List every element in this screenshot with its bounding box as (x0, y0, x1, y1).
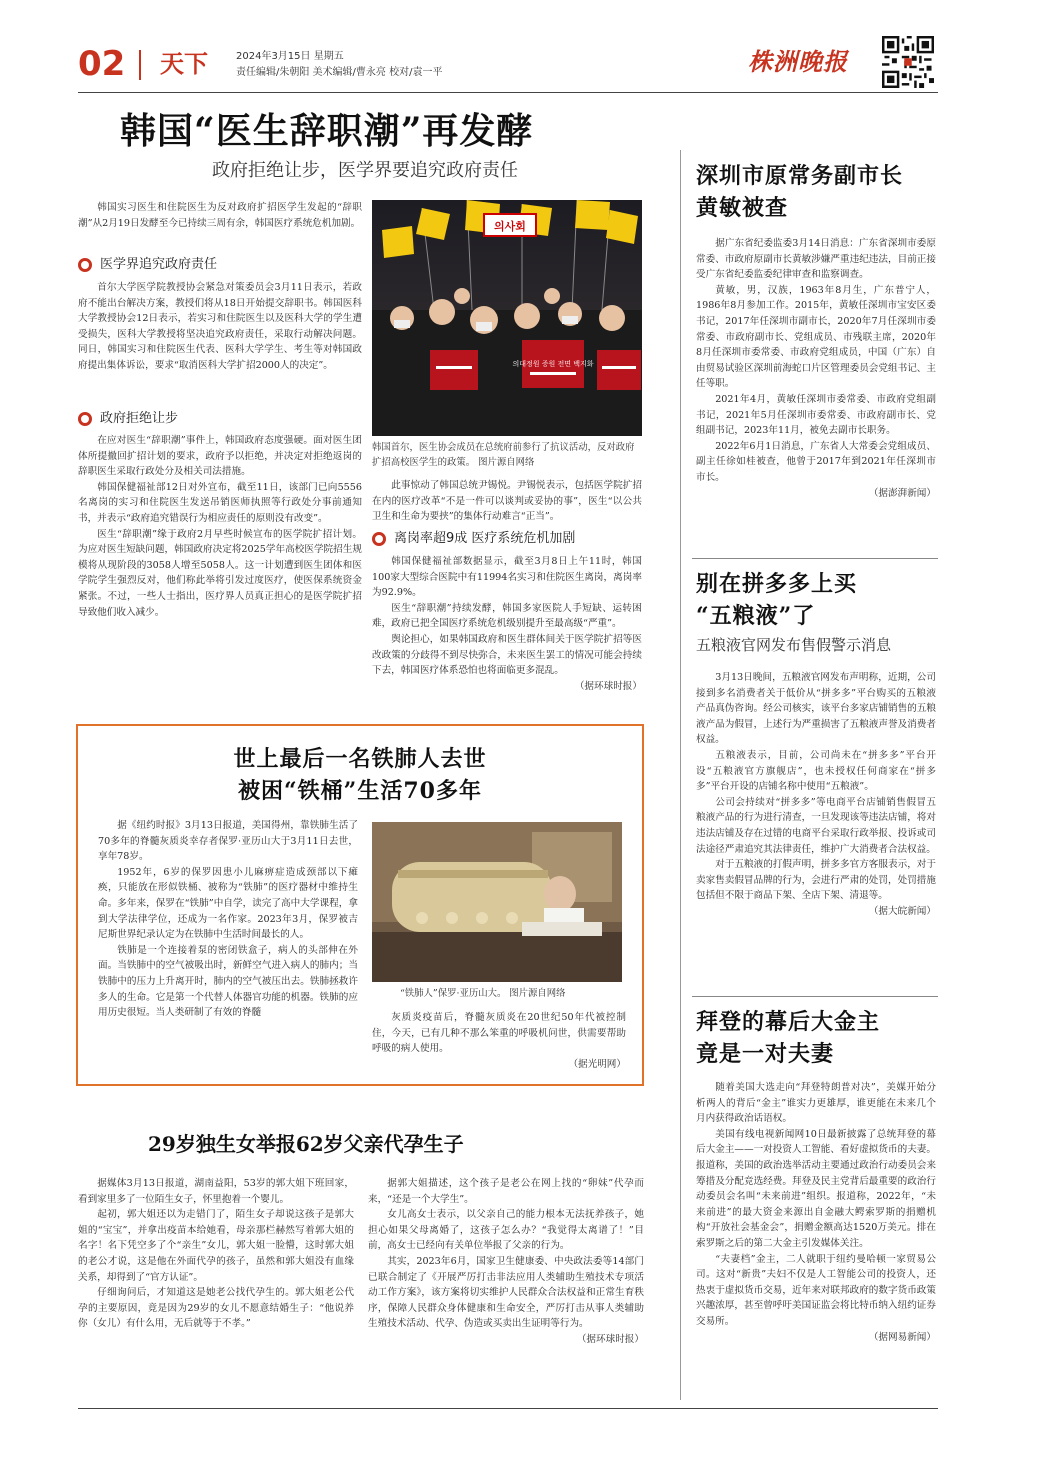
paragraph: 2021年4月，黄敏任深圳市委常委、市政府党组副书记，2021年5月任深圳市委常委、市政府副市长、党组副书记，2023年11月，被免去副市长职务。 (696, 393, 936, 437)
report-column-1 (78, 1176, 354, 1332)
paragraph: 仔细询问后，才知道这是她老公找代孕生的。郭大姐老公代孕的主要原因，竟是因为29岁的女儿不愿意结婚生子：“他说养你（女儿）有什么用，无后就等于不孝。” (78, 1287, 354, 1330)
paragraph: 女儿高女士表示，以父亲自己的能力根本无法抚养孩子，她担心如果父母离婚了，这孩子怎么办？“我觉得太离谱了！”目前，高女士已经向有关单位举报了父亲的行为。 (368, 1209, 644, 1252)
ironlung-source: （据光明网） (568, 1058, 626, 1070)
pdd-body (696, 670, 936, 920)
paragraph: 据《纽约时报》3月13日报道，美国得州，靠铁肺生活了70多年的脊髓灰质炎幸存者保罗·亚历山大于3月11日去世，享年78岁。 (98, 820, 358, 863)
paragraph: 据媒体3月13日报道，湖南益阳，53岁的郭大姐下班回家，看到家里多了一位陌生女子，怀里抱着一个婴儿。 (78, 1178, 354, 1205)
ironlung-headline-1: 世上最后一名铁肺人去世 (233, 746, 487, 772)
lead-subhead-1 (78, 256, 217, 274)
lead-column-1b (78, 433, 362, 620)
protest-sign-text: 의대정원 증원 전면 백지화 (512, 360, 594, 368)
lead-column-1 (78, 280, 362, 374)
qr-code-icon (882, 36, 934, 88)
ironlung-column-1 (98, 818, 358, 1021)
protest-sign-text: 의사회 (494, 220, 526, 233)
ironlung-headline-2: 被困“铁桶”生活70多年 (238, 778, 482, 804)
lead-subhead-3-text: 离岗率超9成 医疗系统危机加剧 (394, 531, 576, 546)
lead-subhead-2 (78, 410, 178, 428)
lead-column-2 (372, 478, 642, 525)
paragraph: 据郭大姐描述，这个孩子是老公在网上找的“卵妹”代孕而来，“还是一个大学生”。 (368, 1178, 644, 1205)
pdd-subheadline: 五粮液官网发布售假警示消息 (696, 636, 892, 654)
biden-headline-2: 竟是一对夫妻 (696, 1041, 835, 1067)
bullet-circle-icon (372, 532, 386, 546)
paragraph: 3月13日晚间，五粮液官网发布声明称，近期，公司接到多名消费者关于低价从“拼多多”平台购买的五粮液产品真伪咨询。经公司核实，该平台多家店铺销售的五粮液产品为假冒，上述行为严重损害了五粮液声誉及消费者权益。 (696, 672, 936, 746)
lead-subhead-3 (372, 530, 575, 548)
section-name: 天下 (160, 50, 208, 78)
paragraph: 韩国保健福祉部12日对外宣布，截至11日，该部门已向5556名离岗的实习和住院医生发送吊销医师执照等行政处分事前通知书，并表示“政府追究错误行为相应责任的原则没有改变”。 (78, 481, 362, 524)
paragraph: 医生“辞职潮”持续发酵，韩国多家医院人手短缺、运转困难，政府已把全国医疗系统危机级别提升至最高级“严重”。 (372, 602, 642, 630)
paragraph: 舆论担心，如果韩国政府和医生群体间关于医学院扩招等医改政策的分歧得不到尽快弥合，未来医生罢工的情况可能会持续下去，韩国医疗体系恐怕也将面临更多混乱。 (372, 633, 642, 677)
lead-source: （据环球时报） (574, 680, 642, 692)
paragraph: 2022年6月1日消息，广东省人大常委会党组成员、副主任徐如桂被查，他曾于2017年到2021年任深圳市市长。 (696, 440, 936, 483)
paragraph: 美国有线电视新闻网10日最新披露了总统拜登的幕后大金主——一对投资人工智能、看好虚拟货币的夫妻。报道称，美国的政治选举活动主要通过政治行动委员会来筹措及分配竞选经费。拜登及民主党背后最重要的政治行动委员会名叫“未来前进”组织。报道称，2022年，“未来前进”的最大资金来源出自金融大鳄索罗斯的捐赠机构“开放社会基金会”，捐赠金额高达1520万美元。排在索罗斯之后的第二大金主引发媒体关注。 (696, 1128, 936, 1249)
report-column-2 (368, 1176, 644, 1348)
paragraph: “夫妻档”金主，二人就职于纽约曼哈顿一家贸易公司。这对“新贵”夫妇不仅是人工智能公司的投资人，还热衷于虚拟货币交易，近年来对联邦政府的数字货币政策兴趣浓厚，甚至曾呼吁美国证监会将比特币纳入纽约证券交易所。 (696, 1253, 936, 1327)
bullet-circle-icon (78, 258, 92, 272)
lead-photo-caption: 韩国首尔，医生协会成员在总统府前参行了抗议活动，反对政府扩招高校医学生的政策。 图片源自网络 (372, 442, 635, 468)
biden-source: （据网易新闻） (868, 1331, 936, 1343)
issue-date: 2024年3月15日 星期五 (236, 51, 344, 62)
editor-credits: 责任编辑/朱朝阳 美术编辑/曹永亮 校对/袁一平 (236, 67, 443, 78)
paragraph: 医生“辞职潮”缘于政府2月早些时候宣布的医学院扩招计划。为应对医生短缺问题，韩国政府决定将2025学年高校医学院招生规模将从现阶段的3058人增至5058人。这一计划遭到医生团体和医学院学生强烈反对，他们称此举将引发过度医疗，使医保系统资金紧张。不过，一些人士指出，医疗界人员真正担心的是医学院扩招导致他们收入减少。 (78, 528, 362, 618)
report-source: （据环球时报） (576, 1333, 644, 1345)
shenzhen-source: （据澎湃新闻） (868, 487, 936, 499)
lead-intro-text: 韩国实习医生和住院医生为反对政府扩招医学生发起的“辞职潮”从2月19日发酵至今已持续三周有余，韩国医疗系统危机加剧。 (78, 202, 362, 229)
pdd-source: （据大皖新闻） (868, 905, 936, 917)
section-rule (692, 558, 938, 559)
paragraph: 对于五粮液的打假声明，拼多多官方客服表示，对于卖家售卖假冒品牌的行为，会进行严肃的处罚，处罚措施包括但不限于商品下架、全店下架、清退等。 (696, 859, 936, 902)
paragraph: 首尔大学医学院教授协会紧急对策委员会3月11日表示，若政府不能出台解决方案，教授们将从18日开始提交辞职书。韩国医科大学教授协会12日表示，若实习和住院医生以及医科大学的学生遭受损失，医科大学教授将坚决追究政府责任，采取行动解决问题。同日，韩国实习和住院医生代表、医科大学学生、考生等对韩国政府提出集体诉讼，要求“取消医科大学扩招2000人的决定”。 (78, 282, 362, 371)
column-divider (680, 150, 681, 1400)
ironlung-photo (372, 822, 622, 982)
ironlung-photo-caption: “铁肺人”保罗·亚历山大。 图片源自网络 (400, 988, 566, 999)
lead-protest-photo (372, 200, 642, 436)
paragraph: 起初，郭大姐还以为走错门了，陌生女子却说这孩子是郭大姐的“宝宝”，并拿出疫苗本给她看，母亲那栏赫然写着郭大姐的名字！名下凭空多了个“亲生”女儿，郭大姐一脸懵，这时郭大姐的老公才说，这是他在外面代孕的孩子，虽然和郭大姐没有血缘关系，却得到了“官方认证”。 (78, 1209, 354, 1283)
ironlung-column-2 (372, 1010, 626, 1072)
lead-subhead-1-text: 医学界追究政府责任 (100, 257, 218, 272)
lead-subheadline: 政府拒绝让步，医学界要追究政府责任 (212, 160, 518, 181)
report-headline: 29岁独生女举报62岁父亲代孕生子 (148, 1132, 464, 1156)
lead-column-2b (372, 554, 642, 694)
paragraph: 灰质炎疫苗后，脊髓灰质炎在20世纪50年代被控制住，今天，已有几种不那么笨重的呼吸机问世，供需要帮助呼吸的病人使用。 (372, 1012, 626, 1055)
paragraph: 1952年，6岁的保罗因患小儿麻痹症造成颈部以下瘫痪，只能放在形似铁桶、被称为“铁肺”的医疗器材中维持生命。多年来，保罗在“铁肺”中自学，读完了高中大学课程，拿到大学法律学位，还成为一名作家。2023年3月，保罗被吉尼斯世界纪录认定为在铁肺中生活时间最长的人。 (98, 866, 358, 941)
masthead-logo: 株洲晚报 (748, 47, 848, 76)
page-number: 02 (78, 44, 126, 84)
shenzhen-headline-1: 深圳市原常务副市长 (696, 163, 904, 189)
paragraph: 据广东省纪委监委3月14日消息：广东省深圳市委原常委、市政府原副市长黄敏涉嫌严重违纪违法，目前正接受广东省纪委监委纪律审查和监察调查。 (696, 238, 936, 281)
paragraph: 其实，2023年6月，国家卫生健康委、中央政法委等14部门已联合制定了《开展严厉打击非法应用人类辅助生殖技术专项活动工作方案》，该方案将切实维护人民群众合法权益和正常生育秩序，保障人民群众身体健康和生命安全，严厉打击从事人类辅助生殖技术活动、代孕、伪造或买卖出生证明等行为。 (368, 1255, 644, 1330)
header-divider (139, 50, 141, 80)
paragraph: 铁肺是一个连接着泵的密闭铁盒子，病人的头部伸在外面。当铁肺中的空气被吸出时，新鲜空气进入病人的肺内；当铁肺中的压力上升离开时，肺内的空气被压出去。铁肺拯救许多人的生命。它是第一个代替人体器官功能的机器。铁肺的应用历史很短。当人类研制了有效的脊髓 (98, 944, 358, 1019)
shenzhen-body (696, 236, 936, 501)
bullet-circle-icon (78, 412, 92, 426)
lead-subhead-2-text: 政府拒绝让步 (100, 411, 179, 426)
paragraph: 黄敏，男，汉族，1963年8月生，广东普宁人，1986年8月参加工作。2015年，黄敏任深圳市宝安区委书记，2017年任深圳市副市长，2020年7月任深圳市委常委、市政府副市长、党组成员、市残联主席，2020年8月任深圳市委常委、市政府党组成员，中国（广东）自由贸易试验区深圳前海蛇口片区管理委员会党组书记、主任等职。 (696, 284, 936, 390)
footer-rule (78, 1408, 938, 1409)
section-rule (692, 996, 938, 997)
lead-headline: 韩国“医生辞职潮”再发酵 (120, 110, 534, 152)
paragraph: 此事惊动了韩国总统尹锡悦。尹锡悦表示，包括医学院扩招在内的医疗改革“不是一件可以谈判或妥协的事”，医生“以公共卫生和生命为要挟”的集体行动难言“正当”。 (372, 480, 642, 523)
paragraph: 在应对医生“辞职潮”事件上，韩国政府态度强硬。面对医生团体所提撤回扩招计划的要求，政府予以拒绝，并决定对拒绝返岗的辞职医生采取行政处分及相关司法措施。 (78, 435, 362, 478)
biden-body (696, 1080, 936, 1345)
header-rule (78, 92, 938, 93)
paragraph: 随着美国大选走向“拜登特朗普对决”，美媒开始分析两人的背后“金主”谁实力更雄厚，谁更能在未来几个月内获得政治话语权。 (696, 1082, 936, 1125)
paragraph: 韩国保健福祉部数据显示，截至3月8日上午11时，韩国100家大型综合医院中有11994名实习和住院医生离岗，离岗率为92.9%。 (372, 556, 642, 599)
biden-headline-1: 拜登的幕后大金主 (696, 1009, 881, 1035)
paragraph: 五粮液表示，目前，公司尚未在“拼多多”平台开设“五粮液官方旗舰店”，也未授权任何商家在“拼多多”平台开设的店铺名称中使用“五粮液”。 (696, 749, 936, 793)
lead-intro (78, 200, 362, 231)
pdd-headline-1: 别在拼多多上买 (696, 571, 858, 597)
paragraph: 公司会持续对“拼多多”等电商平台店铺销售假冒五粮液产品的行为进行清查，一旦发现该等违法店铺，将对违法店铺及存在过错的电商平台采取行政举报、投诉或司法途径严肃追究其法律责任，维护广大消费者合法权益。 (696, 796, 936, 855)
pdd-headline-2: “五粮液”了 (696, 603, 816, 629)
shenzhen-headline-2: 黄敏被查 (696, 195, 789, 221)
